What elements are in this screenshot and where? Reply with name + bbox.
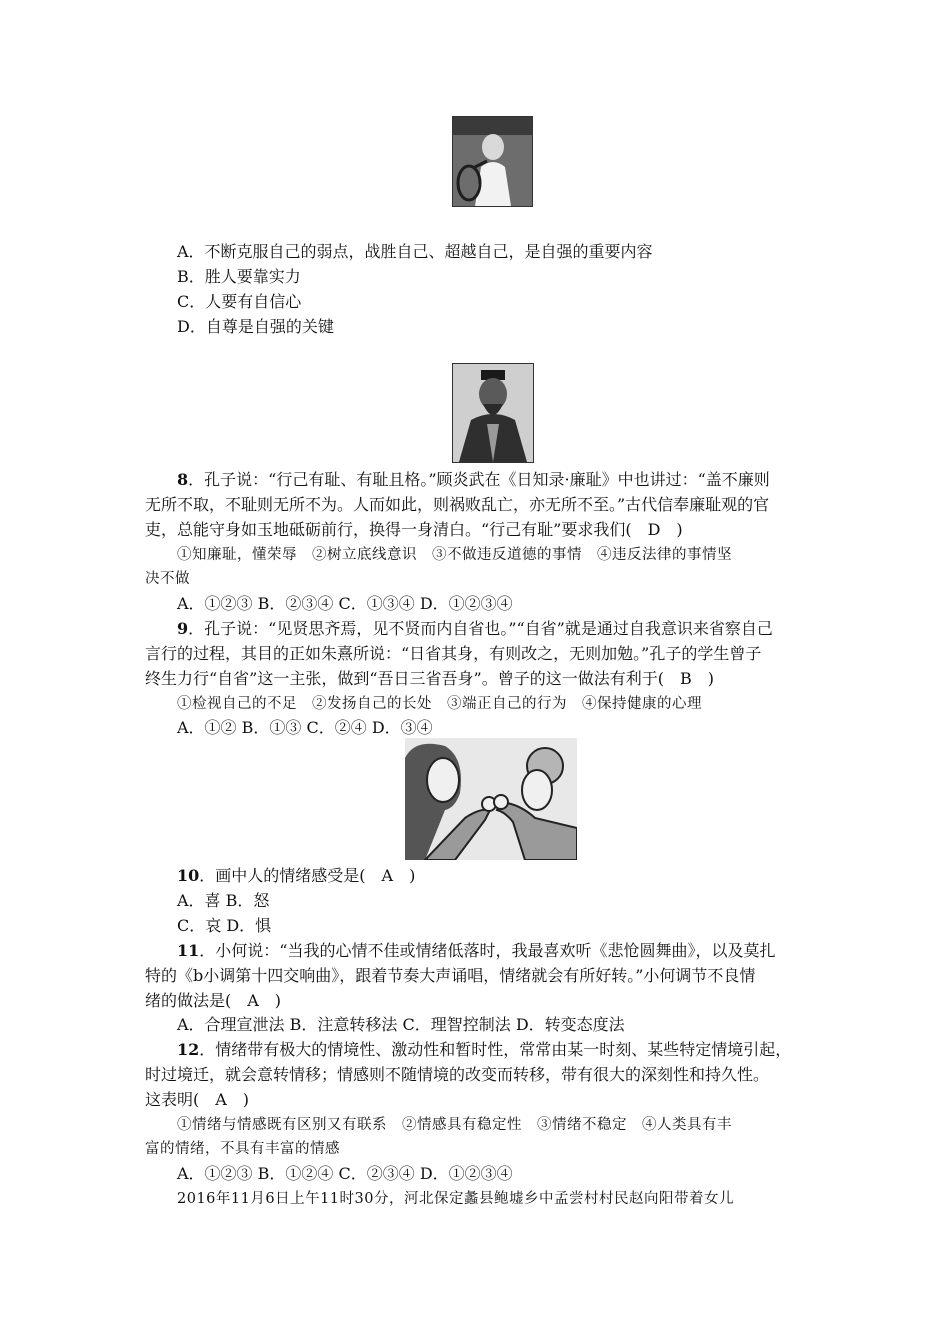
q12-statements-1: ①情绪与情感既有区别又有联系 ②情感具有稳定性 ③情绪不稳定 ④人类具有丰 (177, 1117, 732, 1133)
passage-last-line: 2016年11月6日上午11时30分，河北保定蠡县鲍墟乡中孟尝村村民赵向阳带着女儿 (177, 1191, 734, 1207)
q8-statements-2: 决不做 (145, 571, 190, 587)
q10-line (177, 864, 415, 888)
q7-option-d: D．自尊是自强的关键 (177, 317, 334, 336)
q12-text-1: ．情绪带有极大的情境性、激动性和暂时性，常常由某一时刻、某些特定情境引起， (199, 1040, 792, 1059)
q8-number: 8 (177, 470, 189, 489)
q8-line-3: 吏，总能守身如玉地砥砺前行，换得一身清白。“行己有耻”要求我们( D ) (145, 520, 683, 539)
q9-line-1 (177, 617, 773, 641)
q12-line-3: 这表明( A ) (145, 1090, 250, 1109)
q11-choices: A．合理宣泄法 B．注意转移法 C．理智控制法 D．转变态度法 (177, 1015, 625, 1034)
q12-line-1 (177, 1038, 791, 1062)
q12-choices: A．①②③ B．①②④ C．②③④ D．①②③④ (177, 1164, 513, 1183)
q11-number: 11 (177, 941, 200, 960)
q9-line-2: 言行的过程，其目的正如朱熹所说：“日省其身，有则改之，无则加勉。”孔子的学生曾子 (145, 644, 762, 663)
q12-line-2: 时过境迁，就会意转情移；情感则不随情境的改变而转移，带有很大的深刻性和持久性。 (145, 1065, 770, 1084)
q12-statements-2: 富的情绪，不具有丰富的情感 (145, 1141, 340, 1157)
q11-text-1: ．小何说：“当我的心情不佳或情绪低落时，我最喜欢听《悲怆圆舞曲》，以及莫扎 (199, 941, 776, 960)
q11-line-3: 绪的做法是( A ) (145, 991, 282, 1010)
q12-number: 12 (177, 1040, 200, 1059)
q10-text: ．画中人的情绪感受是( A ) (199, 866, 416, 885)
q7-option-c: C．人要有自信心 (177, 292, 302, 311)
q10-number: 10 (177, 866, 200, 885)
q10-choices-2: C．哀 D．惧 (177, 916, 272, 935)
q8-line-1 (177, 468, 770, 492)
q9-text-1: ．孔子说：“见贤思齐焉，见不贤而内自省也。”“自省”就是通过自我意识来省察自己 (188, 619, 773, 638)
q9-number: 9 (177, 619, 189, 638)
q8-statements-1: ①知廉耻，懂荣辱 ②树立底线意识 ③不做违反道德的事情 ④违反法律的事情坚 (177, 547, 732, 563)
cartoon-two-people-thumbs-up (405, 738, 577, 860)
q10-choices-1: A．喜 B．怒 (177, 891, 270, 910)
tennis-player-photo (452, 116, 533, 207)
q11-line-2: 特的《b小调第十四交响曲》，跟着节奏大声诵唱，情绪就会有所好转。”小何调节不良情 (145, 966, 756, 985)
q8-choices: A．①②③ B．②③④ C．①③④ D．①②③④ (177, 594, 513, 613)
q7-option-b: B．胜人要靠实力 (177, 267, 301, 286)
q8-line-2: 无所不取，不耻则无所不为。人而如此，则祸败乱亡，亦无所不至。”古代信奉廉耻观的官 (145, 495, 770, 514)
confucius-portrait (452, 363, 534, 463)
q8-text-1: ．孔子说：“行己有耻、有耻且格。”顾炎武在《日知录·廉耻》中也讲过：“盖不廉则 (188, 470, 770, 489)
q7-option-a: A．不断克服自己的弱点，战胜自己、超越自己，是自强的重要内容 (177, 242, 653, 261)
q9-choices: A．①② B．①③ C．②④ D．③④ (177, 718, 433, 737)
q9-statements: ①检视自己的不足 ②发扬自己的长处 ③端正自己的行为 ④保持健康的心理 (177, 696, 702, 712)
q9-line-3: 终生力行“自省”这一主张，做到“吾日三省吾身”。曾子的这一做法有利于( B ) (145, 669, 714, 688)
q11-line-1 (177, 939, 775, 963)
